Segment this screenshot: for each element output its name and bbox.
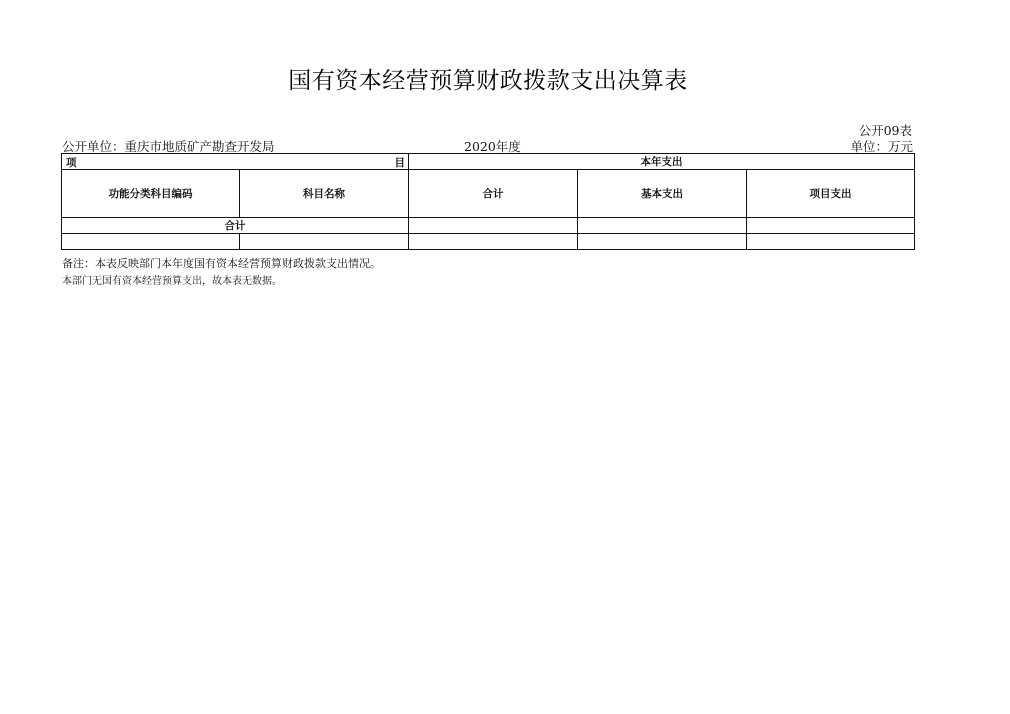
column-header: 合计 [409, 170, 578, 218]
meta-row [62, 137, 913, 153]
note-text: 备注：本表反映部门本年度国有资本经营预算财政拨款支出情况。 [62, 257, 381, 270]
header-item-left: 项 [66, 157, 77, 169]
page-title: 国有资本经营预算财政拨款支出决算表 [288, 68, 688, 94]
header-row-2 [62, 170, 915, 218]
column-header: 科目名称 [240, 170, 409, 218]
header-item-cell [62, 154, 409, 170]
table-cell [409, 234, 578, 250]
table-cell [62, 234, 240, 250]
table-row [62, 234, 915, 250]
table-cell [578, 234, 747, 250]
currency-unit: 单位：万元 [850, 139, 913, 154]
column-header: 基本支出 [578, 170, 747, 218]
note-text: 本部门无国有资本经营预算支出，故本表无数据。 [62, 276, 282, 287]
fiscal-year: 2020年度 [464, 139, 521, 154]
header-row-1 [62, 154, 915, 170]
expenditure-table [61, 153, 915, 250]
header-this-year: 本年支出 [409, 154, 915, 170]
total-cell [409, 218, 578, 234]
table-cell [240, 234, 409, 250]
total-cell [747, 218, 915, 234]
total-row [62, 218, 915, 234]
table-cell [747, 234, 915, 250]
table-number: 公开09表 [858, 123, 912, 138]
reporting-unit: 公开单位：重庆市地质矿产勘查开发局 [62, 139, 275, 154]
header-item-right: 目 [394, 157, 405, 169]
total-label: 合计 [62, 218, 409, 234]
column-header: 项目支出 [747, 170, 915, 218]
total-cell [578, 218, 747, 234]
column-header: 功能分类科目编码 [62, 170, 240, 218]
